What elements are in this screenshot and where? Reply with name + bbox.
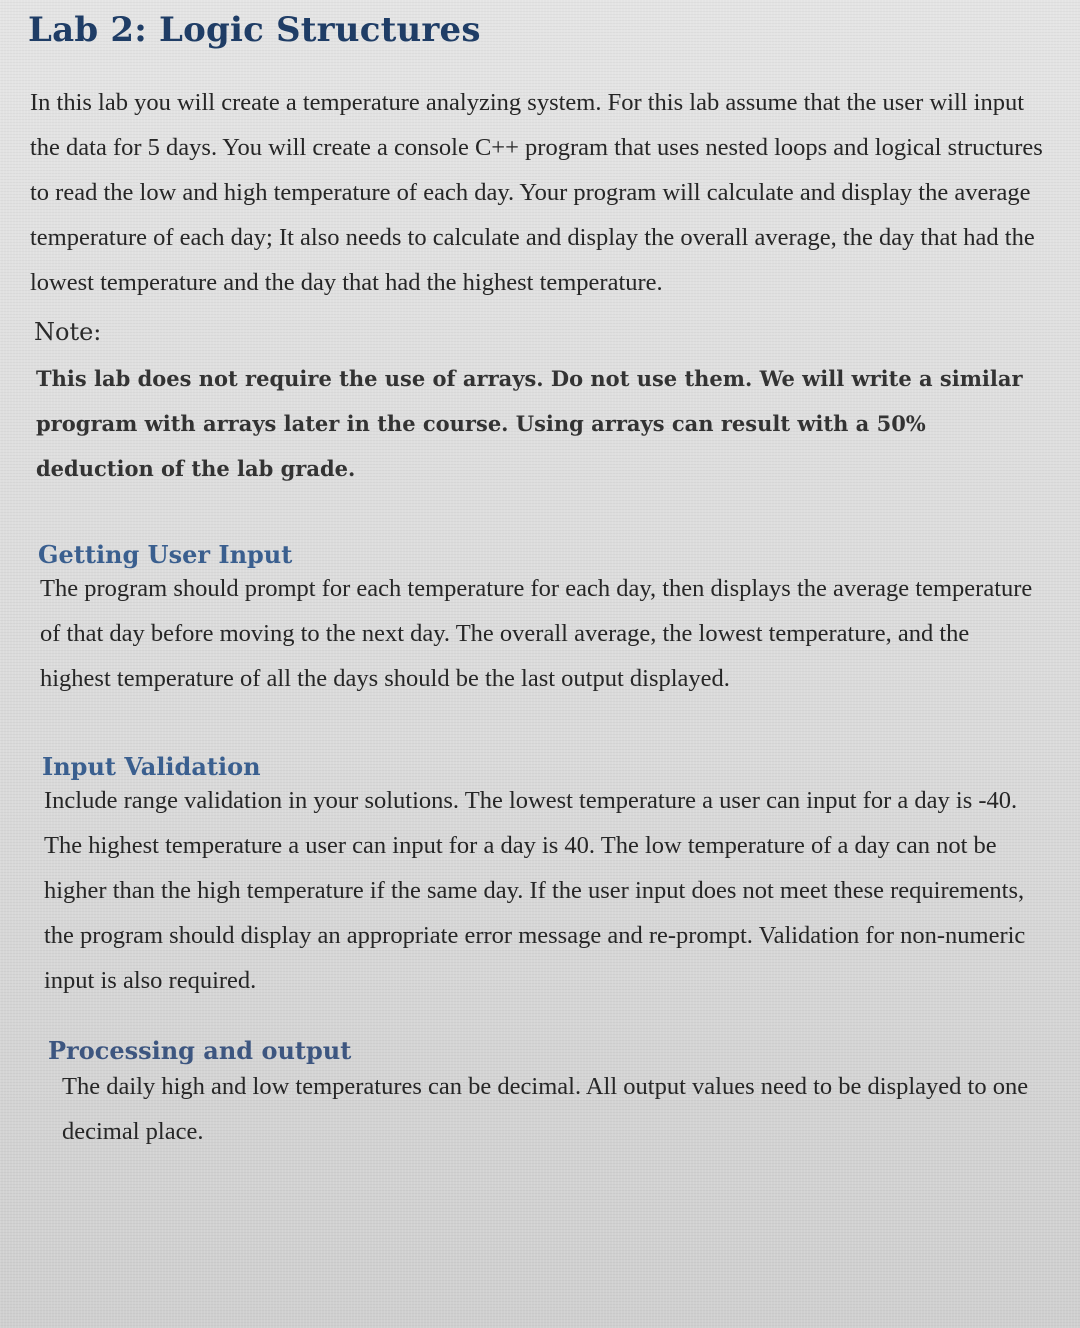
section-body-getting-user-input: The program should prompt for each temperature for each day, then displays the average temperature of that day before moving to the next day. The overall average, the lowest temperature, and the highest temperature of all the days should be the last output displayed. (40, 575, 1033, 692)
section-body-input-validation: Include range validation in your solutions. The lowest temperature a user can input for a day is -40. The highest temperature a user can input for a day is 40. The low temperature of a day can not be higher than the high temperature if the same day. If the user input does not meet these requirements, the program should display an appropriate error message and re-prompt. Validation for non-numeric input is also required. (44, 787, 1026, 994)
page-title: Lab 2: Logic Structures (28, 10, 481, 50)
intro-paragraph: In this lab you will create a temperature analyzing system. For this lab assume that the user will input the data for 5 days. You will create a console C++ program that uses nested loops and logical structures to read the low and high temperature of each day. Your program will calculate and display the average temperature of each day; It also needs to calculate and display the overall average, the day that had the lowest temperature and the day that had the highest temperature. (30, 89, 1043, 296)
note-text: This lab does not require the use of arrays. Do not use them. We will write a similar program with arrays later in the course. Using arrays can result with a 50% deduction of the lab grade. (36, 366, 1023, 481)
section-body-processing-output: The daily high and low temperatures can be decimal. All output values need to be displayed to one decimal place. (62, 1073, 1029, 1145)
section-heading-input-validation: Input Validation (42, 752, 261, 781)
section-heading-getting-user-input: Getting User Input (38, 540, 293, 569)
section-heading-processing-output: Processing and output (48, 1036, 352, 1065)
note-label: Note: (34, 318, 102, 346)
